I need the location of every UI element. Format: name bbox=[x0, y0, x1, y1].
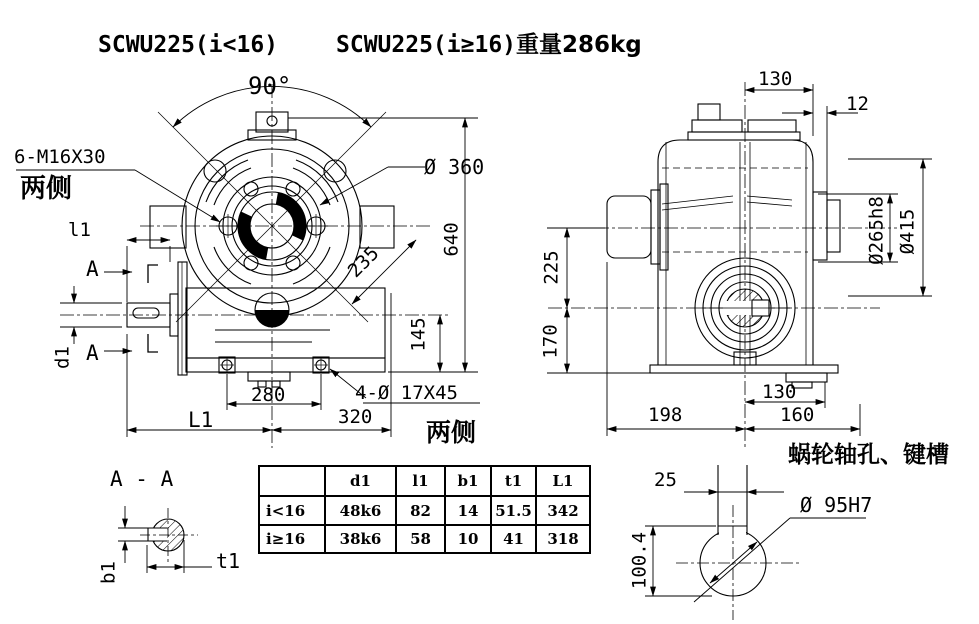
table-cell: 82 bbox=[395, 495, 444, 524]
table-cell: 14 bbox=[444, 495, 490, 524]
dim-angle-90: 90° bbox=[248, 72, 292, 100]
dim-12: 12 bbox=[846, 93, 869, 115]
dim-320: 320 bbox=[338, 406, 373, 428]
table-cell: 48k6 bbox=[324, 495, 395, 524]
dim-l1: l1 bbox=[68, 219, 91, 241]
dim-170: 170 bbox=[539, 324, 562, 359]
dim-dia-360: Ø 360 bbox=[424, 155, 485, 179]
foot-holes-label: 4-Ø 17X45 bbox=[355, 382, 458, 404]
dim-d1: d1 bbox=[51, 346, 74, 369]
dim-L1: L1 bbox=[188, 408, 214, 432]
dim-198: 198 bbox=[648, 404, 683, 426]
side-view-drawing bbox=[548, 82, 897, 447]
dim-130-top: 130 bbox=[758, 68, 793, 90]
title-weight: 重量286kg bbox=[516, 32, 642, 58]
keyway-detail-title: 蜗轮轴孔、键槽 bbox=[788, 442, 949, 468]
dim-dia-265h8: Ø265h8 bbox=[865, 196, 888, 265]
dim-280: 280 bbox=[251, 384, 286, 406]
dimension-table bbox=[258, 465, 591, 554]
table-cell: 51.5 bbox=[490, 495, 535, 524]
section-aa-title: A - A bbox=[110, 467, 174, 491]
dim-130-bottom: 130 bbox=[762, 381, 797, 403]
table-header-d1: d1 bbox=[324, 467, 395, 495]
table-cell: 10 bbox=[444, 524, 490, 552]
section-mark-a-upper: A bbox=[86, 257, 99, 281]
keyway-detail-drawing bbox=[645, 465, 866, 620]
table-row-label: i<16 bbox=[260, 495, 324, 524]
table-cell: 318 bbox=[535, 524, 589, 552]
table-cell: 41 bbox=[490, 524, 535, 552]
dim-t1: t1 bbox=[216, 549, 241, 573]
title-model-small: SCWU225(i<16) bbox=[98, 32, 279, 58]
table-header-l1: l1 bbox=[395, 467, 444, 495]
table-cell: 342 bbox=[535, 495, 589, 524]
dim-100-4: 100.4 bbox=[628, 531, 651, 590]
table-cell: 38k6 bbox=[324, 524, 395, 552]
section-aa-drawing bbox=[118, 506, 212, 573]
bolt-spec-label: 6-M16X30 bbox=[14, 146, 106, 168]
dim-b1: b1 bbox=[97, 561, 120, 584]
both-sides-top-label: 两侧 bbox=[20, 174, 73, 204]
both-sides-bottom-label: 两侧 bbox=[426, 418, 477, 447]
table-row-label: i≥16 bbox=[260, 524, 324, 552]
dim-dia-415: Ø415 bbox=[896, 208, 919, 255]
dim-640: 640 bbox=[440, 222, 463, 257]
dim-25: 25 bbox=[654, 469, 677, 491]
dim-160: 160 bbox=[780, 404, 815, 426]
table-header-b1: b1 bbox=[444, 467, 490, 495]
table-header-L1: L1 bbox=[535, 467, 589, 495]
dim-dia-95h7: Ø 95H7 bbox=[800, 493, 873, 517]
table-header-t1: t1 bbox=[490, 467, 535, 495]
dim-225: 225 bbox=[540, 250, 563, 285]
table-header-blank bbox=[260, 467, 324, 495]
section-mark-a-lower: A bbox=[86, 341, 99, 365]
table-cell: 58 bbox=[395, 524, 444, 552]
title-model-large: SCWU225(i≥16) bbox=[336, 32, 517, 58]
dim-235: 235 bbox=[343, 242, 384, 283]
dim-145: 145 bbox=[407, 317, 430, 352]
